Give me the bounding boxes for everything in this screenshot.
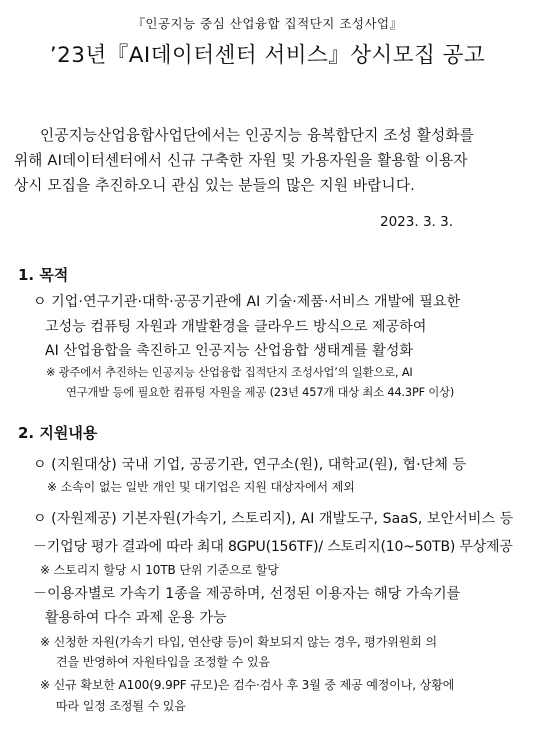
purpose-bullet-line-2: 고성능 컴퓨팅 자원과 개발환경을 클라우드 방식으로 제공하여 bbox=[45, 319, 427, 335]
intro-line-2: 위해 AI데이터센터에서 신규 구축한 자원 및 가용자원을 활용할 이용자 bbox=[14, 152, 468, 169]
section-purpose-heading: 1. 목적 bbox=[18, 266, 69, 284]
resource-adjust-note-line-1: ※ 신청한 자원(가속기 타입, 연산량 등)이 확보되지 않는 경우, 평가위원회 의 bbox=[40, 635, 437, 649]
accelerator-line-1: －이용자별로 가속기 1종을 제공하며, 선정된 이용자는 해당 가속기를 bbox=[33, 586, 461, 602]
support-resource-line: ㅇ (자원제공) 기본자원(가속기, 스토리지), AI 개발도구, SaaS, 보안서비스 등 bbox=[33, 511, 514, 527]
program-subtitle: 『인공지능 중심 산업융합 집적단지 조성사업』 bbox=[132, 16, 403, 31]
support-target-note: ※ 소속이 없는 일반 개인 및 대기업은 지원 대상자에서 제외 bbox=[47, 480, 355, 494]
purpose-bullet-line-3: AI 산업융합을 촉진하고 인공지능 산업융합 생태계를 활성화 bbox=[45, 343, 414, 359]
purpose-note-line-1: ※ 광주에서 추진하는 인공지능 산업융합 집적단지 조성사업’의 일환으로, AI bbox=[46, 366, 413, 379]
accelerator-line-2: 활용하여 다수 과제 운용 가능 bbox=[45, 610, 227, 626]
section-support-heading: 2. 지원내용 bbox=[18, 424, 98, 442]
support-gpu-line: －기업당 평가 결과에 따라 최대 8GPU(156TF)/ 스토리지(10~50TB) 무상제공 bbox=[33, 539, 513, 555]
resource-adjust-note-line-2: 견을 반영하여 자원타입을 조정할 수 있음 bbox=[56, 655, 270, 669]
intro-line-3: 상시 모집을 추진하오니 관심 있는 분들의 많은 지원 바랍니다. bbox=[14, 177, 415, 194]
purpose-note-line-2: 연구개발 등에 필요한 컴퓨팅 자원을 제공 (23년 457개 대상 최소 44.3PF 이상) bbox=[66, 386, 455, 399]
a100-schedule-note-line-2: 따라 일정 조정될 수 있음 bbox=[56, 699, 186, 713]
intro-line-1: 인공지능산업융합사업단에서는 인공지능 융복합단지 조성 활성화를 bbox=[40, 127, 474, 144]
notice-date: 2023. 3. 3. bbox=[380, 214, 453, 230]
a100-schedule-note-line-1: ※ 신규 확보한 A100(9.9PF 규모)은 검수·검사 후 3월 중 제공 예정이나, 상황에 bbox=[40, 678, 455, 692]
storage-allocation-note: ※ 스토리지 할당 시 10TB 단위 기준으로 할당 bbox=[40, 563, 279, 577]
support-target-line: ㅇ (지원대상) 국내 기업, 공공기관, 연구소(원), 대학교(원), 협·단체 등 bbox=[33, 457, 467, 473]
purpose-bullet-line-1: ㅇ 기업·연구기관·대학·공공기관에 AI 기술·제품·서비스 개발에 필요한 bbox=[33, 294, 461, 310]
notice-title: ’23년『AI데이터센터 서비스』상시모집 공고 bbox=[49, 43, 486, 68]
